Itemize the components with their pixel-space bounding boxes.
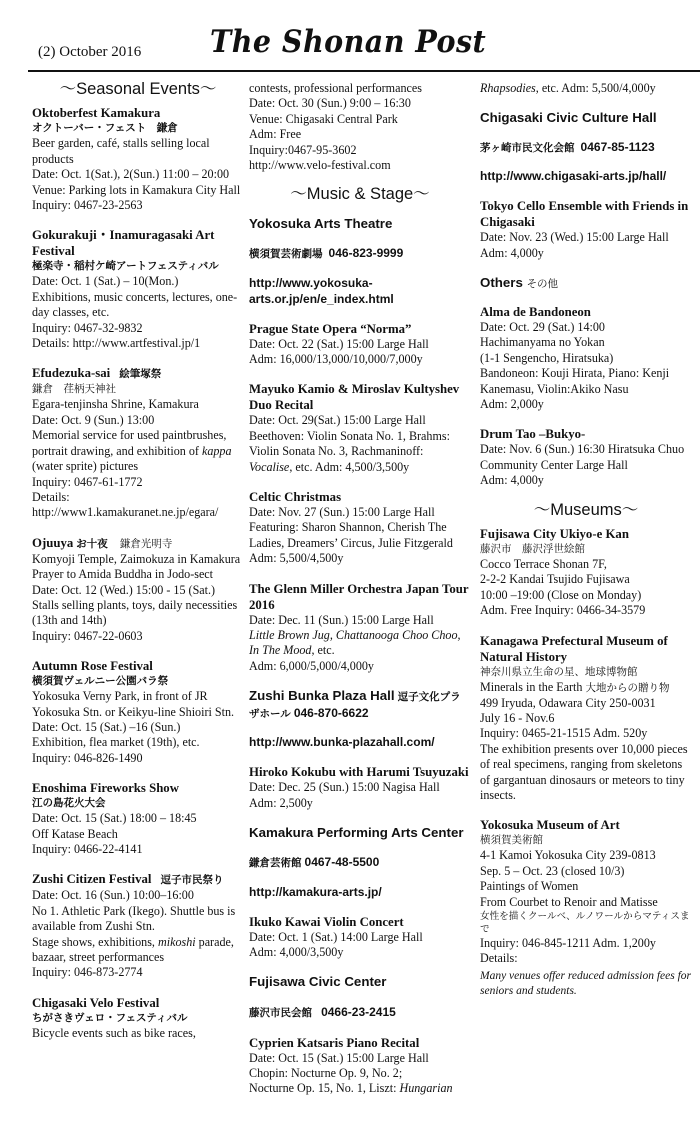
venue-phone: 046-823-9999 [328, 246, 404, 261]
event-drum-tao [480, 426, 692, 488]
event-katsaris [249, 1035, 471, 1097]
event-rose-festival [32, 658, 244, 766]
venue-fujisawa-civic [249, 974, 471, 1020]
event-line: Stalls selling plants, toys, daily necessities (13th and 14th) [32, 597, 238, 628]
column-seasonal-events [32, 80, 244, 1055]
event-zushi-festival [32, 871, 244, 980]
event-line: Adm: 5,500/4,500y [249, 551, 344, 566]
museum-line: Sep. 5 – Oct. 23 (closed 10/3) [480, 863, 625, 878]
museum-title: Yokosuka Museum of Art [480, 818, 620, 833]
event-line: Date: Dec. 11 (Sun.) 15:00 Large Hall [249, 612, 434, 627]
venue-name: Yokosuka Arts Theatre [249, 216, 393, 232]
event-line: Inquiry: 046-826-1490 [32, 750, 143, 765]
event-glenn-miller [249, 581, 471, 675]
event-title: The Glenn Miller Orchestra Japan Tour 2016 [249, 581, 469, 612]
event-line: Date: Oct. 29 (Sat.) 14:00 [480, 319, 605, 334]
section-heading-others [480, 275, 692, 292]
event-line: parade, bazaar, street performances [32, 934, 234, 965]
event-line: Inquiry:0467-95-3602 [249, 142, 357, 157]
event-line: Adm: 2,000y [480, 396, 544, 411]
event-title: Zushi Citizen Festival [32, 872, 152, 887]
event-line: Chopin: Nocturne Op. 9, No. 2; [249, 1066, 403, 1081]
event-line: Off Katase Beach [32, 826, 118, 841]
event-title-jp: 絵筆塚祭 [119, 368, 162, 381]
event-line: Inquiry: 0467-23-2563 [32, 198, 143, 213]
event-efudezuka [32, 365, 244, 520]
event-line: Prayer to Amida Buddha in Jodo-sect [32, 567, 214, 582]
event-line: (1-1 Sengencho, Hiratsuka) [480, 350, 614, 365]
event-link[interactable]: http://www1.kamakuranet.ne.jp/egara/ [32, 505, 219, 520]
event-title: Enoshima Fireworks Show [32, 781, 179, 796]
event-line: Date: Oct. 1 (Sat.) 14:00 Large Hall [249, 929, 423, 944]
event-art-festival [32, 227, 244, 351]
event-title-jp: 横須賀ヴェルニー公園バラ祭 [32, 675, 169, 688]
venue-url[interactable]: http://www.bunka-plazahall.com/ [249, 735, 435, 750]
event-line: Beer garden, café, stalls selling local products [32, 136, 210, 166]
event-line: , etc. Adm: 4,500/3,500y [289, 459, 410, 474]
event-italic: Little Brown Jug, Chattanooga Choo Choo, In The Mood [249, 628, 461, 658]
venue-yokosuka-arts [249, 216, 471, 306]
museum-line: From Courbet to Renoir and Matisse [480, 894, 658, 909]
event-line: Date: Dec. 25 (Sun.) 15:00 Nagisa Hall [249, 780, 440, 795]
event-line: Date: Oct. 29(Sat.) 15:00 Large Hall [249, 413, 426, 428]
event-line: Date: Oct. 1 (Sat.) – 10(Mon.) [32, 274, 179, 289]
event-line: Date: Oct. 15 (Sat.) 18:00 – 18:45 [32, 811, 197, 826]
event-line: Memorial service for used paintbrushes, portrait drawing, and exhibition of [32, 428, 227, 458]
event-ojuuya [32, 535, 244, 644]
event-title: Efudezuka-sai [32, 366, 111, 381]
venue-name-jp: 鎌倉芸術館 [249, 857, 302, 870]
event-line: Date: Oct. 12 (Wed.) 15:00 - 15 (Sat.) [32, 582, 216, 597]
event-title: Autumn Rose Festival [32, 659, 153, 674]
event-title: Drum Tao –Bukyo- [480, 427, 586, 442]
museum-line: Paintings of Women [480, 879, 579, 894]
event-title-jp: 逗子市民祭り [160, 874, 224, 887]
event-line: Inquiry: 0467-32-9832 [32, 320, 143, 335]
event-title-jp: ちがさきヴェロ・フェスティバル [32, 1011, 188, 1024]
event-italic: mikoshi [157, 934, 196, 949]
museum-yokosuka-art [480, 817, 692, 963]
venue-phone: 0467-85-1123 [580, 140, 655, 154]
museum-ukiyoe [480, 526, 692, 619]
venue-chigasaki-hall [480, 110, 692, 184]
event-title-jp: お十夜 [76, 537, 108, 550]
section-heading-music: ～Music & Stage～ [290, 185, 430, 204]
event-norma [249, 321, 471, 368]
others-label-jp: その他 [526, 277, 559, 290]
event-title: Tokyo Cello Ensemble with Friends in Chigasaki [480, 199, 689, 230]
event-cello-ensemble [480, 198, 692, 261]
footnote: Many venues offer reduced admission fees for seniors and students. [480, 970, 691, 997]
venue-name: Chigasaki Civic Culture Hall [480, 109, 657, 125]
event-italic: Vocalise [249, 459, 290, 474]
event-line: Adm: 6,000/5,000/4,000y [249, 658, 374, 673]
masthead-rule [28, 70, 700, 72]
event-velo-festival [32, 995, 244, 1041]
museum-line: 10:00 –19:00 (Close on Monday) [480, 587, 642, 602]
event-italic: Hungarian [399, 1081, 453, 1096]
event-line: Beethoven: Violin Sonata No. 1, Brahms: Violin Sonata No. 3, Rachmaninoff: [249, 428, 450, 459]
venue-name: Fujisawa Civic Center [249, 974, 387, 990]
event-line: Exhibitions, music concerts, lectures, one-day classes, etc. [32, 289, 238, 320]
event-kokubu [249, 764, 471, 811]
event-line: Details: http://www.artfestival.jp/1 [32, 336, 201, 351]
event-title: Oktoberfest Kamakura [32, 106, 161, 121]
event-line: Yokosuka Verny Park, in front of JR Yokosuka Stn. or Keikyu-line Shioiri Stn. [32, 689, 235, 719]
museum-line: July 16 - Nov.6 [480, 711, 555, 725]
event-line: Stage shows, exhibitions, [32, 934, 155, 949]
event-line: Adm: 2,500y [249, 795, 313, 810]
event-line: contests, professional performances [249, 81, 422, 95]
event-line: Inquiry: 046-873-2774 [32, 965, 143, 980]
venue-name-jp: 茅ヶ崎市民文化会館 [480, 142, 575, 154]
event-line: Exhibition, flea market (19th), etc. [32, 735, 200, 750]
museum-line: 4-1 Kamoi Yokosuka City 239-0813 [480, 848, 656, 863]
venue-phone: 046-870-6622 [293, 706, 369, 721]
event-line: Adm: Free [249, 127, 302, 142]
event-title: Alma de Bandoneon [480, 304, 591, 319]
column-others-museums [480, 81, 692, 1010]
venue-name-jp: 横須賀芸術劇場 [249, 248, 323, 261]
others-label: Others [480, 274, 523, 290]
event-line: Date: Nov. 27 (Sun.) 15:00 Large Hall [249, 504, 435, 519]
museum-line: Cocco Terrace Shonan 7F, [480, 556, 607, 571]
event-line: Featuring: Sharon Shannon, Cherish The Ladies, Dreamers’ Circus, Julie Fitzgerald [249, 520, 453, 550]
event-line: Date: Oct. 9 (Sun.) 13:00 [32, 412, 155, 427]
event-oktoberfest [32, 105, 244, 213]
venue-name-jp: 藤沢市民会館 [249, 1006, 312, 1019]
museum-line-jp: 大地からの贈り物 [585, 681, 670, 694]
event-line: Date: Oct. 15 (Sat.) –16 (Sun.) [32, 719, 181, 734]
event-line: Details: [32, 489, 70, 504]
event-italic: Rhapsodies [480, 81, 536, 95]
event-line: Venue: Chigasaki Central Park [249, 111, 398, 126]
museum-line: Minerals in the Earth [480, 679, 583, 694]
event-italic: kappa [201, 443, 232, 458]
event-link[interactable]: http://www.velo-festival.com [249, 158, 391, 173]
event-title: Ojuuya [32, 535, 74, 550]
section-heading-seasonal: ～Seasonal Events～ [59, 80, 217, 98]
event-line: , etc. [311, 643, 335, 658]
museum-title-jp: 横須賀美術館 [480, 834, 543, 847]
museum-title: Kanagawa Prefectural Museum of Natural History [480, 633, 668, 664]
event-line: Date: Oct. 30 (Sun.) 9:00 – 16:30 [249, 96, 411, 111]
event-line: Venue: Parking lots in Kamakura City Hall [32, 182, 241, 197]
venue-name: Kamakura Performing Arts Center [249, 825, 464, 841]
event-title: Chigasaki Velo Festival [32, 995, 160, 1010]
event-line: Nocturne Op. 15, No. 1, Liszt: [249, 1081, 397, 1096]
newspaper-title: The Shonan Post [209, 24, 486, 60]
museum-line: 499 Iryuda, Odawara City 250-0031 [480, 695, 656, 710]
event-line: Inquiry: 0467-22-0603 [32, 628, 143, 643]
event-line: Date: Oct. 1(Sat.), 2(Sun.) 11:00 – 20:00 [32, 167, 230, 182]
event-line: Bicycle events such as bike races, [32, 1025, 196, 1040]
event-line: Bandoneon: Kouji Hirata, Piano: Kenji Kanemasu, Violin:Akiko Nasu [480, 366, 670, 396]
event-line: Date: Nov. 6 (Sun.) 16:30 Hiratsuka Chuo Community Center Large Hall [480, 442, 685, 472]
museum-title-jp: 神奈川県立生命の星、地球博物館 [480, 665, 638, 678]
issue-date: (2) October 2016 [38, 44, 142, 60]
event-line: Inquiry: 0467-61-1772 [32, 474, 143, 489]
event-title: Celtic Christmas [249, 489, 342, 504]
venue-url[interactable]: http://www.yokosuka-arts.or.jp/en/e_index.html [249, 275, 394, 306]
venue-kamakura-arts [249, 825, 471, 899]
museum-line: Adm. Free Inquiry: 0466-34-3579 [480, 603, 646, 618]
event-celtic-christmas [249, 489, 471, 567]
masthead [14, 24, 694, 70]
venue-zushi-bunka [249, 688, 471, 750]
event-title-jp: 極楽寺・稲村ケ崎アートフェスティバル [32, 260, 219, 273]
event-line: Date: Oct. 22 (Sat.) 15:00 Large Hall [249, 336, 429, 351]
museum-title-jp: 藤沢市 藤沢浮世絵館 [480, 542, 585, 555]
event-line: Date: Nov. 23 (Wed.) 15:00 Large Hall [480, 230, 669, 245]
event-line: Inquiry: 0466-22-4141 [32, 842, 143, 856]
venue-phone: 0467-48-5500 [304, 855, 380, 870]
museum-line-clipped: Details: [480, 951, 518, 964]
event-velo-continued [249, 81, 471, 173]
event-title: Prague State Opera “Norma” [249, 321, 412, 336]
event-title: Gokurakuji・Inamuragasaki Art Festival [32, 228, 215, 259]
museum-line-jp: 女性を描くクールベ、ルノワールからマティスまで [480, 911, 690, 936]
event-bandoneon [480, 304, 692, 412]
event-line: No 1. Athletic Park (Ikego). Shuttle bus is available from Zushi Stn. [32, 903, 236, 934]
event-fireworks [32, 780, 244, 857]
museum-title: Fujisawa City Ukiyo-e Kan [480, 526, 629, 541]
venue-url[interactable]: http://kamakura-arts.jp/ [249, 884, 382, 899]
venue-name-jp: 逗子文化プラザホール [249, 691, 461, 721]
museum-line: Inquiry: 046-845-1211 Adm. 1,200y [480, 936, 656, 951]
event-line: Date: Oct. 16 (Sun.) 10:00–16:00 [32, 888, 194, 903]
event-line: Egara-tenjinsha Shrine, Kamakura [32, 397, 199, 412]
event-line: Adm: 4,000/3,500y [249, 944, 344, 959]
museum-line: 2-2-2 Kandai Tsujido Fujisawa [480, 572, 630, 587]
event-line: Adm: 16,000/13,000/10,000/7,000y [249, 351, 423, 366]
venue-name: Zushi Bunka Plaza Hall [249, 688, 395, 704]
event-line: Date: Oct. 15 (Sat.) 15:00 Large Hall [249, 1050, 429, 1065]
event-line: Komyoji Temple, Zaimokuza in Kamakura [32, 551, 241, 566]
event-line: Hachimanyama no Yokan [480, 335, 605, 350]
event-line: (water sprite) pictures [32, 459, 139, 474]
venue-url[interactable]: http://www.chigasaki-arts.jp/hall/ [480, 169, 667, 184]
event-kawai [249, 914, 471, 961]
museum-line: Inquiry: 0465-21-1515 Adm. 520y [480, 726, 648, 741]
event-line: Adm: 4,000y [480, 473, 544, 488]
event-title-jp: オクトーバー・フェスト 鎌倉 [32, 122, 178, 135]
column-music-stage [249, 81, 471, 1111]
event-line: Adm: 4,000y [480, 245, 544, 260]
event-title: Mayuko Kamio & Miroslav Kultyshev Duo Recital [249, 382, 460, 413]
event-title: Ikuko Kawai Violin Concert [249, 914, 404, 929]
event-location-jp: 鎌倉 荏柄天神社 [32, 383, 116, 396]
event-title: Cyprien Katsaris Piano Recital [249, 1035, 420, 1050]
event-line: , etc. Adm: 5,500/4,000y [535, 81, 656, 95]
section-heading-museums: ～Museums～ [533, 500, 639, 519]
museum-natural-history [480, 633, 692, 804]
event-duo-recital [249, 381, 471, 475]
event-title: Hiroko Kokubu with Harumi Tsuyuzaki [249, 765, 469, 780]
museum-line: The exhibition presents over 10,000 pieces of real specimens, ranging from skeletons of gargantuan dinosaurs or meteors to tiny insects. [480, 741, 688, 803]
venue-phone: 0466-23-2415 [321, 1004, 396, 1019]
event-title-jp: 江の島花火大会 [32, 797, 106, 810]
event-title-jp2: 鎌倉光明寺 [119, 537, 173, 550]
